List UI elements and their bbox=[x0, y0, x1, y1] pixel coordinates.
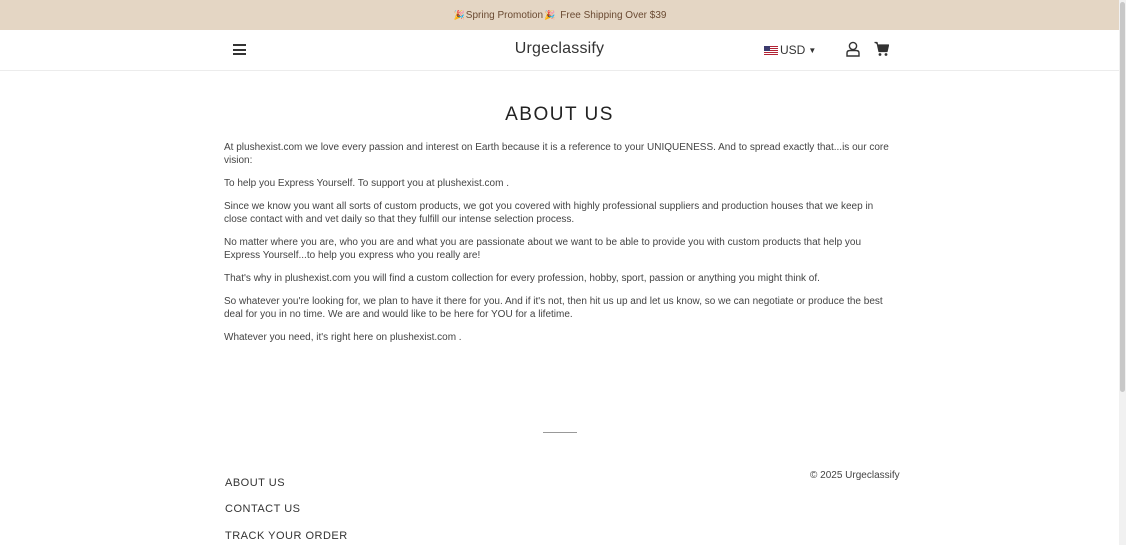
copyright-text: © 2025 Urgeclassify bbox=[810, 470, 900, 481]
site-logo[interactable]: Urgeclassify bbox=[514, 40, 605, 57]
about-paragraph: No matter where you are, who you are and what you are passionate about we want to be able to provide you with custom products that help you Express Yourself...to help you express who you really are! bbox=[224, 237, 862, 261]
chevron-down-icon: ▼ bbox=[808, 45, 817, 55]
footer-link-contact-us[interactable]: CONTACT US bbox=[225, 503, 301, 515]
spring-promotion-text: Spring Promotion bbox=[465, 9, 544, 21]
currency-label: USD bbox=[780, 43, 806, 57]
page-scrollbar[interactable] bbox=[1119, 0, 1126, 545]
about-paragraph: At plushexist.com we love every passion and interest on Earth because it is a reference to your UNIQUENESS. And to spread exactly that...is our core vision: bbox=[224, 142, 889, 166]
footer-divider bbox=[543, 432, 577, 433]
promo-bar bbox=[0, 0, 1119, 30]
page-title: ABOUT US bbox=[505, 104, 614, 125]
user-icon[interactable] bbox=[846, 41, 860, 57]
about-paragraph: To help you Express Yourself. To support you at plushexist.com . bbox=[224, 178, 509, 189]
about-content bbox=[224, 141, 896, 354]
scrollbar-thumb[interactable] bbox=[1120, 2, 1125, 392]
party-popper-icon: 🎉 bbox=[453, 9, 465, 20]
about-paragraph: So whatever you're looking for, we plan to have it there for you. And if it's not, then hit us up and let us know, so we can negotiate or produce the best deal for you in no time. We are and would like to be here for YOU for a lifetime. bbox=[224, 296, 883, 320]
free-shipping-text: Free Shipping Over $39 bbox=[560, 9, 667, 21]
about-paragraph: Whatever you need, it's right here on plushexist.com . bbox=[224, 332, 462, 343]
cart-icon[interactable] bbox=[874, 41, 889, 57]
currency-selector[interactable] bbox=[764, 43, 816, 57]
footer-link-about-us[interactable]: ABOUT US bbox=[225, 477, 286, 489]
about-paragraph: That's why in plushexist.com you will find a custom collection for every profession, hobby, sport, passion or anything you might think of. bbox=[224, 273, 820, 284]
about-paragraph: Since we know you want all sorts of custom products, we got you covered with highly professional suppliers and production houses that we keep in close contact with and vet daily so that they fulfill our intense selection process. bbox=[224, 201, 874, 225]
site-header bbox=[0, 30, 1119, 71]
us-flag-icon bbox=[764, 46, 778, 55]
party-popper-icon: 🎉 bbox=[544, 9, 556, 20]
footer-link-track-order[interactable]: TRACK YOUR ORDER bbox=[225, 530, 348, 542]
